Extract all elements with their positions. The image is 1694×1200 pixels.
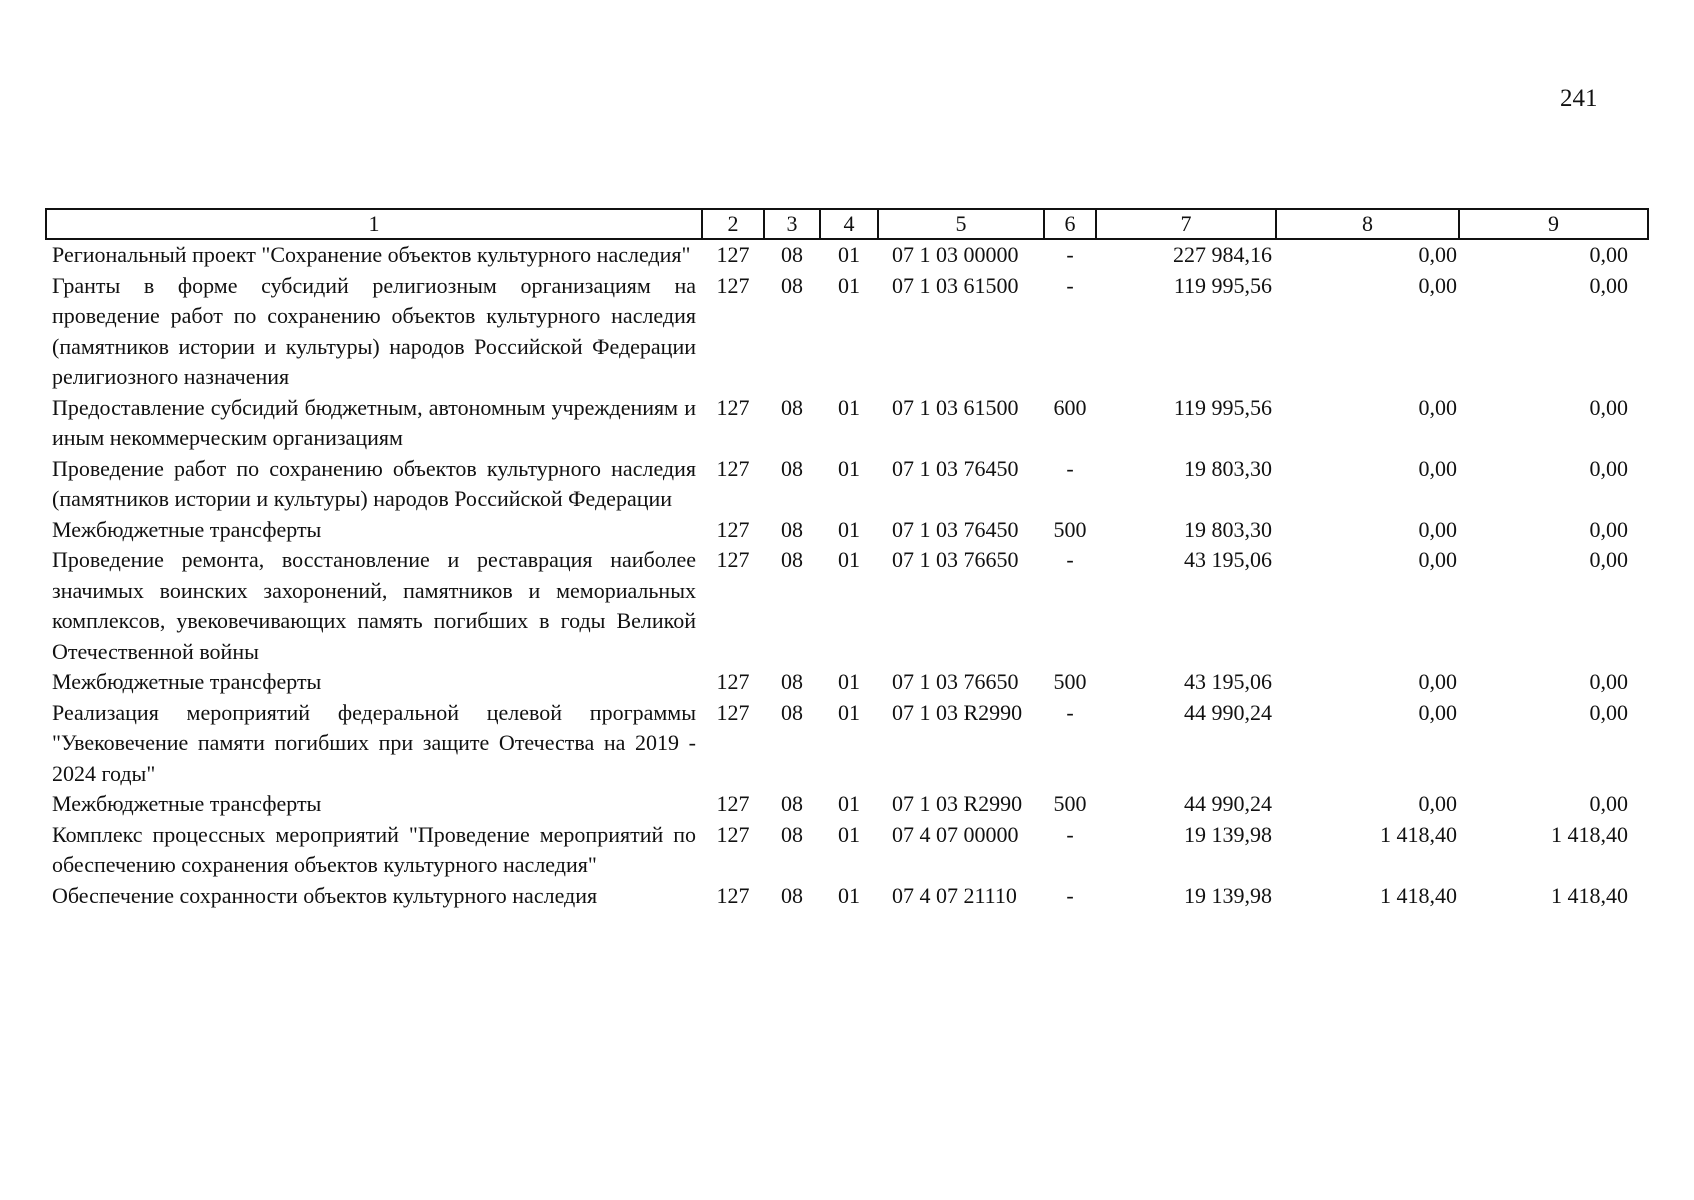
- cell-col-9: 0,00: [1589, 242, 1628, 267]
- row-name: Межбюджетные трансферты: [52, 791, 322, 816]
- cell-col-4: 01: [838, 455, 860, 481]
- column-header-1: 1: [46, 209, 702, 239]
- cell-col-3: 08: [781, 882, 803, 908]
- cell-col-2: 127: [716, 516, 750, 542]
- budget-table: [45, 208, 1649, 911]
- row-name: Обеспечение сохранности объектов культурного наследия: [52, 882, 598, 908]
- cell-col-2: 127: [716, 821, 750, 847]
- cell-col-6: 500: [1053, 669, 1087, 694]
- cell-col-7: 19 803,30: [1184, 455, 1272, 481]
- cell-col-5: 07 1 03 76650: [892, 669, 1019, 694]
- cell-col-4: 01: [838, 821, 860, 847]
- column-header-8: 8: [1276, 209, 1459, 239]
- cell-col-8: 0,00: [1418, 547, 1457, 572]
- column-header-5: 5: [878, 209, 1044, 239]
- cell-col-8: 0,00: [1418, 394, 1457, 420]
- table-row: [46, 454, 1648, 515]
- row-name: Межбюджетные трансферты: [52, 669, 322, 694]
- table-row: [46, 820, 1648, 881]
- cell-col-8: 1 418,40: [1380, 821, 1457, 847]
- cell-col-9: 1 418,40: [1551, 821, 1628, 847]
- cell-col-6: 500: [1053, 516, 1087, 542]
- table-row: [46, 698, 1648, 790]
- cell-col-3: 08: [781, 272, 803, 298]
- table-row: [46, 271, 1648, 393]
- cell-col-8: 0,00: [1418, 455, 1457, 481]
- row-name: Проведение ремонта, восстановление и реставрация наиболее значимых воинских захоронений, памятников и мемориальных комплексов, увековечивающих память погибших в годы Великой Отечественной войны: [52, 547, 696, 664]
- cell-col-6: -: [1066, 455, 1074, 481]
- cell-col-7: 19 139,98: [1184, 882, 1272, 908]
- cell-col-9: 0,00: [1589, 516, 1628, 542]
- cell-col-2: 127: [716, 882, 750, 908]
- cell-col-2: 127: [716, 242, 750, 267]
- row-name: Реализация мероприятий федеральной целевой программы "Увековечение памяти погибших при защите Отечества на 2019 - 2024 годы": [52, 699, 696, 786]
- cell-col-5: 07 4 07 21110: [892, 882, 1017, 908]
- cell-col-6: -: [1066, 242, 1074, 267]
- cell-col-8: 0,00: [1418, 516, 1457, 542]
- cell-col-6: 500: [1053, 791, 1087, 816]
- column-header-6: 6: [1044, 209, 1096, 239]
- cell-col-3: 08: [781, 547, 803, 572]
- cell-col-2: 127: [716, 791, 750, 816]
- column-header-3: 3: [764, 209, 820, 239]
- cell-col-6: -: [1066, 272, 1074, 298]
- cell-col-4: 01: [838, 791, 860, 816]
- cell-col-3: 08: [781, 394, 803, 420]
- cell-col-2: 127: [716, 547, 750, 572]
- row-name: Гранты в форме субсидий религиозным организациям на проведение работ по сохранению объектов культурного наследия (памятников истории и культуры) народов Российской Федерации религиозного назначения: [52, 272, 696, 389]
- cell-col-2: 127: [716, 669, 750, 694]
- column-header-9: 9: [1459, 209, 1648, 239]
- table-row: [46, 239, 1648, 271]
- cell-col-7: 44 990,24: [1184, 699, 1272, 725]
- cell-col-7: 227 984,16: [1173, 242, 1272, 267]
- cell-col-3: 08: [781, 821, 803, 847]
- table-row: [46, 789, 1648, 820]
- cell-col-2: 127: [716, 699, 750, 725]
- cell-col-5: 07 1 03 61500: [892, 394, 1019, 420]
- table-row: [46, 545, 1648, 667]
- cell-col-9: 0,00: [1589, 272, 1628, 298]
- table-header-row: [46, 209, 1648, 239]
- cell-col-5: 07 1 03 76450: [892, 516, 1019, 542]
- cell-col-8: 0,00: [1418, 699, 1457, 725]
- cell-col-8: 0,00: [1418, 791, 1457, 816]
- cell-col-5: 07 1 03 00000: [892, 242, 1019, 267]
- cell-col-6: -: [1066, 699, 1074, 725]
- cell-col-3: 08: [781, 455, 803, 481]
- cell-col-3: 08: [781, 242, 803, 267]
- cell-col-5: 07 1 03 61500: [892, 272, 1019, 298]
- cell-col-6: -: [1066, 547, 1074, 572]
- cell-col-4: 01: [838, 669, 860, 694]
- cell-col-9: 1 418,40: [1551, 882, 1628, 908]
- table-row: [46, 667, 1648, 698]
- cell-col-7: 44 990,24: [1184, 791, 1272, 816]
- page-number: 241: [1560, 85, 1598, 112]
- cell-col-7: 19 803,30: [1184, 516, 1272, 542]
- cell-col-9: 0,00: [1589, 547, 1628, 572]
- cell-col-5: 07 1 03 76450: [892, 455, 1019, 481]
- cell-col-5: 07 1 03 R2990: [892, 699, 1023, 725]
- cell-col-6: -: [1066, 882, 1074, 908]
- cell-col-6: 600: [1053, 394, 1087, 420]
- row-name: Межбюджетные трансферты: [52, 516, 322, 542]
- cell-col-3: 08: [781, 516, 803, 542]
- row-name: Проведение работ по сохранению объектов культурного наследия (памятников истории и культуры) народов Российской Федерации: [52, 455, 696, 511]
- row-name: Комплекс процессных мероприятий "Проведение мероприятий по обеспечению сохранения объектов культурного наследия": [52, 821, 696, 877]
- cell-col-9: 0,00: [1589, 699, 1628, 725]
- table-row: [46, 881, 1648, 912]
- cell-col-4: 01: [838, 699, 860, 725]
- cell-col-9: 0,00: [1589, 669, 1628, 694]
- column-header-2: 2: [702, 209, 764, 239]
- table-row: [46, 393, 1648, 454]
- cell-col-8: 0,00: [1418, 242, 1457, 267]
- cell-col-8: 0,00: [1418, 272, 1457, 298]
- column-header-4: 4: [820, 209, 878, 239]
- cell-col-8: 1 418,40: [1380, 882, 1457, 908]
- cell-col-7: 43 195,06: [1184, 669, 1272, 694]
- cell-col-9: 0,00: [1589, 394, 1628, 420]
- cell-col-2: 127: [716, 394, 750, 420]
- cell-col-3: 08: [781, 791, 803, 816]
- cell-col-6: -: [1066, 821, 1074, 847]
- column-header-7: 7: [1096, 209, 1276, 239]
- cell-col-4: 01: [838, 547, 860, 572]
- cell-col-3: 08: [781, 699, 803, 725]
- cell-col-7: 43 195,06: [1184, 547, 1272, 572]
- cell-col-4: 01: [838, 882, 860, 908]
- cell-col-8: 0,00: [1418, 669, 1457, 694]
- cell-col-7: 119 995,56: [1173, 394, 1272, 420]
- row-name: Предоставление субсидий бюджетным, автономным учреждениям и иным некоммерческим организациям: [52, 394, 696, 450]
- cell-col-5: 07 1 03 76650: [892, 547, 1019, 572]
- row-name: Региональный проект "Сохранение объектов культурного наследия": [52, 242, 691, 267]
- cell-col-7: 19 139,98: [1184, 821, 1272, 847]
- cell-col-3: 08: [781, 669, 803, 694]
- cell-col-9: 0,00: [1589, 455, 1628, 481]
- cell-col-5: 07 4 07 00000: [892, 821, 1019, 847]
- table-body: [46, 239, 1648, 911]
- cell-col-7: 119 995,56: [1173, 272, 1272, 298]
- cell-col-4: 01: [838, 272, 860, 298]
- table-row: [46, 515, 1648, 546]
- cell-col-2: 127: [716, 455, 750, 481]
- cell-col-4: 01: [838, 394, 860, 420]
- cell-col-5: 07 1 03 R2990: [892, 791, 1023, 816]
- cell-col-2: 127: [716, 272, 750, 298]
- cell-col-4: 01: [838, 516, 860, 542]
- cell-col-4: 01: [838, 242, 860, 267]
- cell-col-9: 0,00: [1589, 791, 1628, 816]
